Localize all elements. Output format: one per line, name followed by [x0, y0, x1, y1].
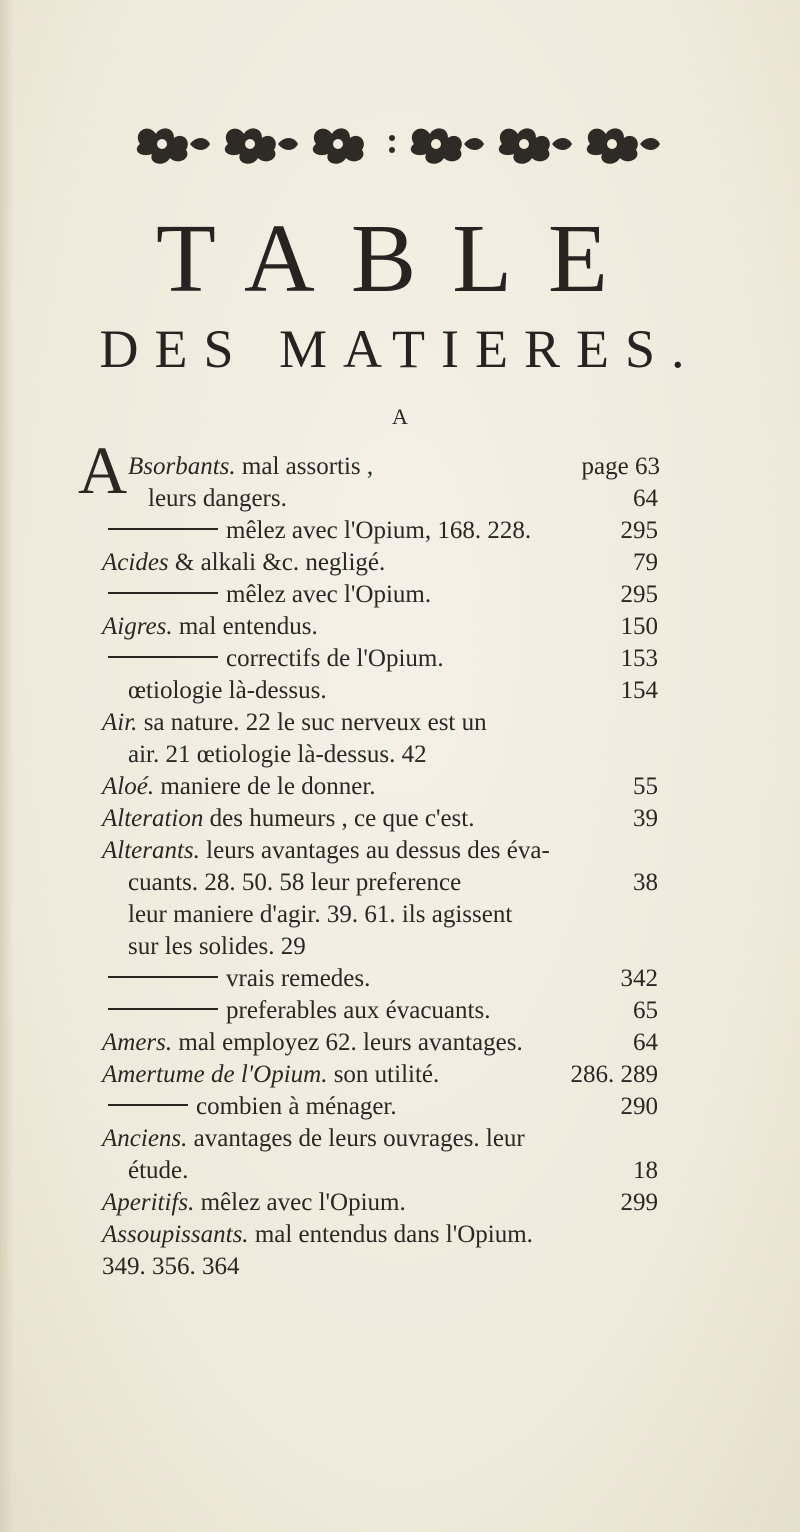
entry-text-continuation: air. 21 œtiologie là-dessus. 42	[128, 741, 427, 768]
entry-keyword: Assoupissants.	[102, 1221, 249, 1248]
entry-text-continuation: cuants. 28. 50. 58 leur preference	[128, 869, 462, 896]
index-entry	[102, 1123, 658, 1155]
entry-keyword: Aigres.	[102, 613, 173, 640]
entry-page-number: 18	[633, 1157, 658, 1184]
entry-page-number: 342	[620, 965, 658, 992]
index-entry-page	[520, 451, 660, 483]
entry-page-number: 39	[633, 805, 658, 832]
entry-text: sa nature. 22 le suc nerveux est un	[143, 709, 487, 736]
index-entry-continuation	[102, 1251, 658, 1283]
index-entry	[102, 547, 658, 579]
section-letter: A	[392, 404, 408, 429]
index-entry-continuation	[128, 867, 658, 899]
entry-text: son utilité.	[333, 1061, 440, 1088]
entry-keyword: Amertume de l'Opium.	[102, 1061, 328, 1088]
entry-page-number: 150	[620, 613, 658, 640]
index-entry	[102, 1027, 658, 1059]
entry-text: mal entendus.	[178, 613, 318, 640]
entry-keyword: Aloé.	[102, 773, 155, 800]
entry-text: mal entendus dans l'Opium.	[254, 1221, 533, 1248]
index-entry-continuation	[128, 931, 658, 963]
entry-text: mal assortis ,	[241, 453, 374, 480]
entry-page-number: 290	[620, 1093, 658, 1120]
index-entry	[108, 579, 658, 611]
entry-text: leurs dangers.	[148, 485, 287, 512]
index-entry	[148, 483, 658, 515]
entry-text-continuation: leur maniere d'agir. 39. 61. ils agissent	[128, 901, 513, 928]
index-entry	[102, 771, 658, 803]
index-entry-continuation	[128, 739, 658, 771]
index-entry	[102, 611, 658, 643]
entry-text-continuation: étude.	[128, 1157, 189, 1184]
entry-text: & alkali &c. negligé.	[174, 549, 386, 576]
entry-page-number: 286. 289	[570, 1061, 658, 1088]
entry-text-continuation: sur les solides. 29	[128, 933, 306, 960]
entry-text-continuation: 349. 356. 364	[102, 1253, 240, 1280]
entry-keyword: Anciens.	[102, 1125, 188, 1152]
entry-page-number: 38	[633, 869, 658, 896]
entry-text: combien à ménager.	[196, 1093, 397, 1120]
entry-page-number: 55	[633, 773, 658, 800]
index-entry	[102, 1187, 658, 1219]
entry-keyword: Amers.	[102, 1029, 173, 1056]
index-entry	[102, 1059, 658, 1091]
index-entry-continuation	[128, 899, 658, 931]
entry-page-number: 295	[620, 517, 658, 544]
entry-text: preferables aux évacuants.	[226, 997, 491, 1024]
page-title: TABLE	[156, 205, 644, 313]
entry-keyword: Air.	[102, 709, 138, 736]
entry-keyword: Acides	[102, 549, 169, 576]
index-entry	[108, 995, 658, 1027]
entry-page-number: 65	[633, 997, 658, 1024]
entry-page-number: 64	[633, 485, 658, 512]
entry-page-number: 79	[633, 549, 658, 576]
index-entry	[108, 643, 658, 675]
entry-keyword: Bsorbants.	[128, 453, 236, 480]
entry-text: mêlez avec l'Opium, 168. 228.	[226, 517, 532, 544]
entry-text: vrais remedes.	[226, 965, 371, 992]
index-entry	[108, 1091, 658, 1123]
index-entry	[108, 515, 658, 547]
entry-page-number: 64	[633, 1029, 658, 1056]
entry-text: des humeurs , ce que c'est.	[209, 805, 475, 832]
entry-text: mal employez 62. leurs avantages.	[178, 1029, 523, 1056]
index-entry	[102, 707, 658, 739]
entry-text: avantages de leurs ouvrages. leur	[193, 1125, 525, 1152]
entry-page-number: 295	[620, 581, 658, 608]
entry-text: mêlez avec l'Opium.	[226, 581, 432, 608]
index-entry-continuation	[128, 1155, 658, 1187]
entry-keyword: Aperitifs.	[102, 1189, 195, 1216]
index-entry	[102, 803, 658, 835]
entry-keyword: Alterants.	[102, 837, 200, 864]
index-entry	[102, 1219, 658, 1251]
entry-page-number: 154	[620, 677, 658, 704]
index-entry	[102, 835, 658, 867]
drop-cap-letter: A	[78, 432, 128, 508]
entry-text: œtiologie là-dessus.	[128, 677, 327, 704]
entry-text: maniere de le donner.	[160, 773, 376, 800]
entry-page-number: 299	[620, 1189, 658, 1216]
index-entry	[108, 963, 658, 995]
entry-keyword: Alteration	[102, 805, 204, 832]
page-subtitle: DES MATIERES.	[99, 319, 701, 379]
entry-text: mêlez avec l'Opium.	[200, 1189, 406, 1216]
entry-text: correctifs de l'Opium.	[226, 645, 444, 672]
index-entry	[128, 675, 658, 707]
entry-page-number: page 63	[581, 453, 660, 480]
entry-page-number: 153	[620, 645, 658, 672]
entry-text: leurs avantages au dessus des éva-	[206, 837, 550, 864]
